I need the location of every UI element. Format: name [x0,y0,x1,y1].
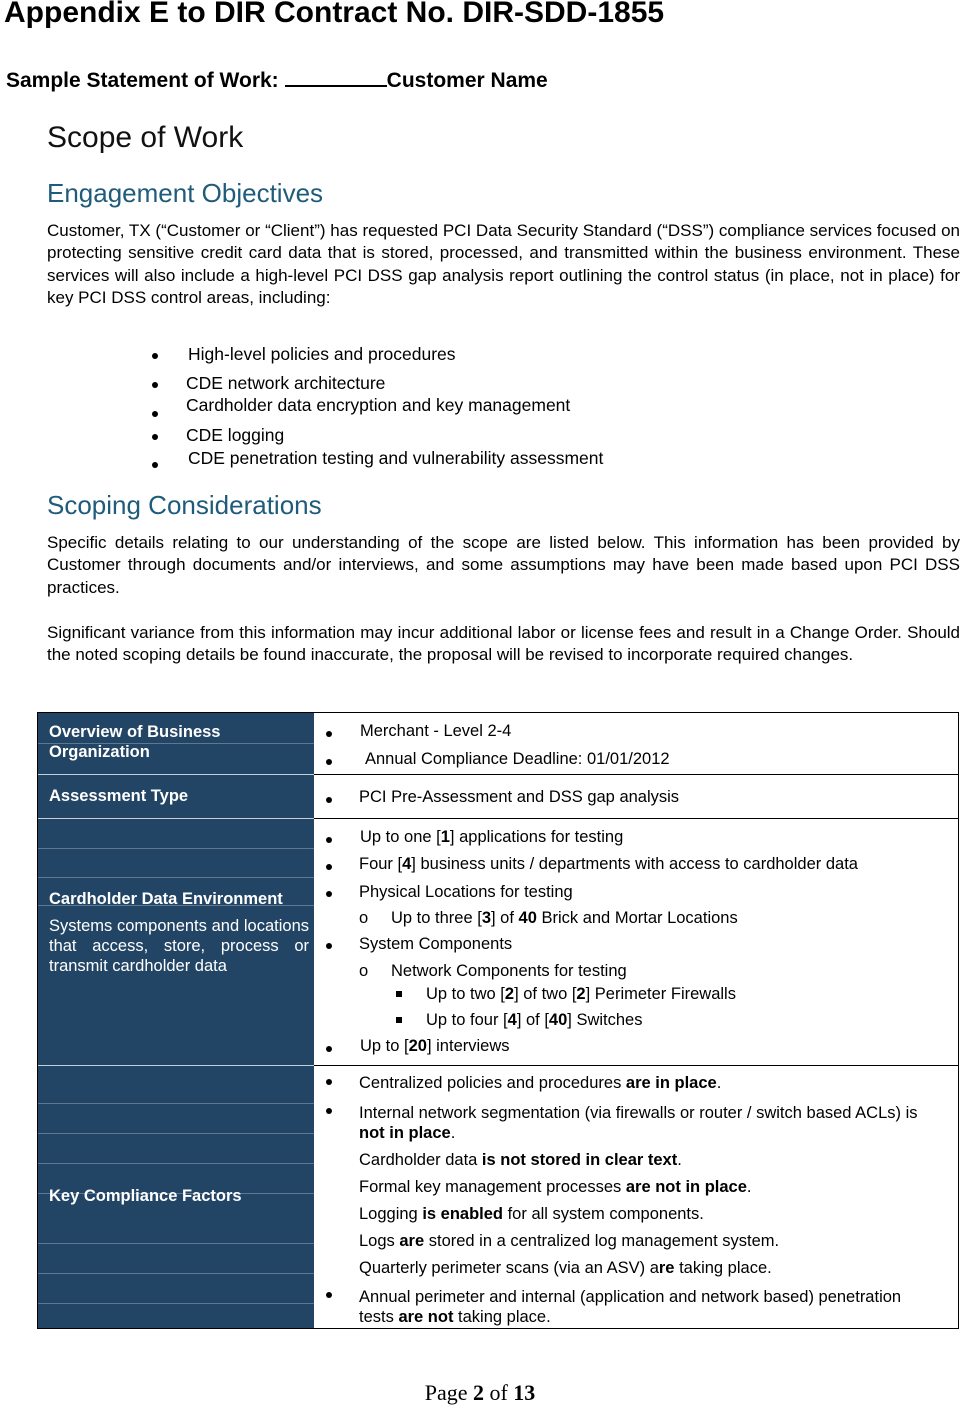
scoping-paragraph-1: Specific details relating to our understanding of the scope are listed below. This information has been provided by Customer through documents and/or interviews, and some assumptions may have been made based upon PCI DSS practices. [47,533,960,597]
cde-subsubitem-switches: Up to four [4] of [40] Switches [426,1011,643,1029]
bullet-icon [326,864,332,870]
cde-subsubitem-firewalls: Up to two [2] of two [2] Perimeter Firewalls [426,985,736,1003]
bullet-icon [152,411,158,417]
bullet-icon [152,353,158,359]
bullet-icon [326,731,332,737]
bullet-icon [326,837,332,843]
factor-segmentation: Internal network segmentation (via firewalls or router / switch based ACLs) is not in place. [359,1104,918,1142]
page-number-footer: Page 2 of 13 [424,1380,536,1405]
cde-item-applications: Up to one [1] applications for testing [360,828,624,846]
cell-compliance-deadline: Annual Compliance Deadline: 01/01/2012 [365,750,670,768]
list-item: CDE network architecture [186,373,386,393]
sub-bullet-o: o [359,962,369,980]
bullet-icon [326,1108,332,1114]
factor-quarterly-scans: Quarterly perimeter scans (via an ASV) are taking place. [359,1259,772,1277]
cde-subitem-locations: Up to three [3] of 40 Brick and Mortar Locations [391,909,738,927]
bullet-icon [326,943,332,949]
bullet-icon [326,759,332,765]
bullet-icon [326,1079,332,1085]
cde-subitem-network-components: Network Components for testing [391,962,627,980]
blank-underline [285,69,387,87]
factor-cardholder-storage: Cardholder data is not stored in clear text. [359,1151,682,1169]
cde-item-physical-locations: Physical Locations for testing [359,883,573,901]
scoping-paragraph-2: Significant variance from this information may incur additional labor or license fees and result in a Change Order. Should the noted scoping details be found inaccurate, the proposal will be revised to incorporate required changes. [47,623,960,665]
factor-policies: Centralized policies and procedures are in place. [359,1074,722,1092]
table-label-column [38,713,314,1328]
factor-log-storage: Logs are stored in a centralized log management system. [359,1232,780,1250]
list-item: CDE penetration testing and vulnerability assessment [188,448,604,468]
factor-penetration-tests: Annual perimeter and internal (application and network based) penetration tests are not taking place. [359,1288,902,1326]
row-sublabel-cde-description: Systems components and locations that access, store, process or transmit cardholder data [49,917,309,975]
bullet-icon [326,1292,332,1298]
list-item: Cardholder data encryption and key management [186,395,571,415]
bullet-icon [326,891,332,897]
factor-logging: Logging is enabled for all system components. [359,1205,704,1223]
cell-assessment-type: PCI Pre-Assessment and DSS gap analysis [359,788,680,806]
customer-name: Customer Name [386,69,548,92]
row-label-key-compliance-factors: Key Compliance Factors [49,1187,242,1205]
statement-of-work-line [6,69,548,93]
bullet-icon [152,462,158,468]
bullet-icon [152,382,158,388]
bullet-icon [326,1046,332,1052]
sub-bullet-o: o [359,909,369,927]
bullet-icon [326,797,332,803]
heading-engagement-objectives: Engagement Objectives [47,178,324,208]
row-label-assessment-type: Assessment Type [49,787,189,805]
list-item: CDE logging [186,425,285,445]
cde-item-interviews: Up to [20] interviews [360,1037,510,1055]
cde-item-business-units: Four [4] business units / departments with access to cardholder data [359,855,858,873]
scope-table [37,712,959,1329]
row-label-cardholder-data-environment: Cardholder Data Environment [49,890,283,908]
list-item: High-level policies and procedures [188,344,456,364]
sow-label: Sample Statement of Work: [6,69,279,92]
heading-scoping-considerations: Scoping Considerations [47,490,322,520]
objectives-paragraph: Customer, TX (“Customer or “Client”) has requested PCI Data Security Standard (“DSS”) compliance services focused on protecting sensitive credit card data that is stored, processed, and transmitted within the business environment. These services will also include a high-level PCI DSS gap analysis report outlining the control status (in place, not in place) for key PCI DSS control areas, including: [47,221,960,307]
section-title-scope-of-work: Scope of Work [47,121,244,154]
document-title: Appendix E to DIR Contract No. DIR-SDD-1855 [4,0,665,29]
row-label-business-organization: Overview of Business Organization [49,723,221,761]
factor-key-management: Formal key management processes are not in place. [359,1178,752,1196]
square-bullet-icon [396,991,402,997]
square-bullet-icon [396,1017,402,1023]
cde-item-system-components: System Components [359,935,513,953]
cell-merchant-level: Merchant - Level 2-4 [360,722,512,740]
bullet-icon [152,434,158,440]
